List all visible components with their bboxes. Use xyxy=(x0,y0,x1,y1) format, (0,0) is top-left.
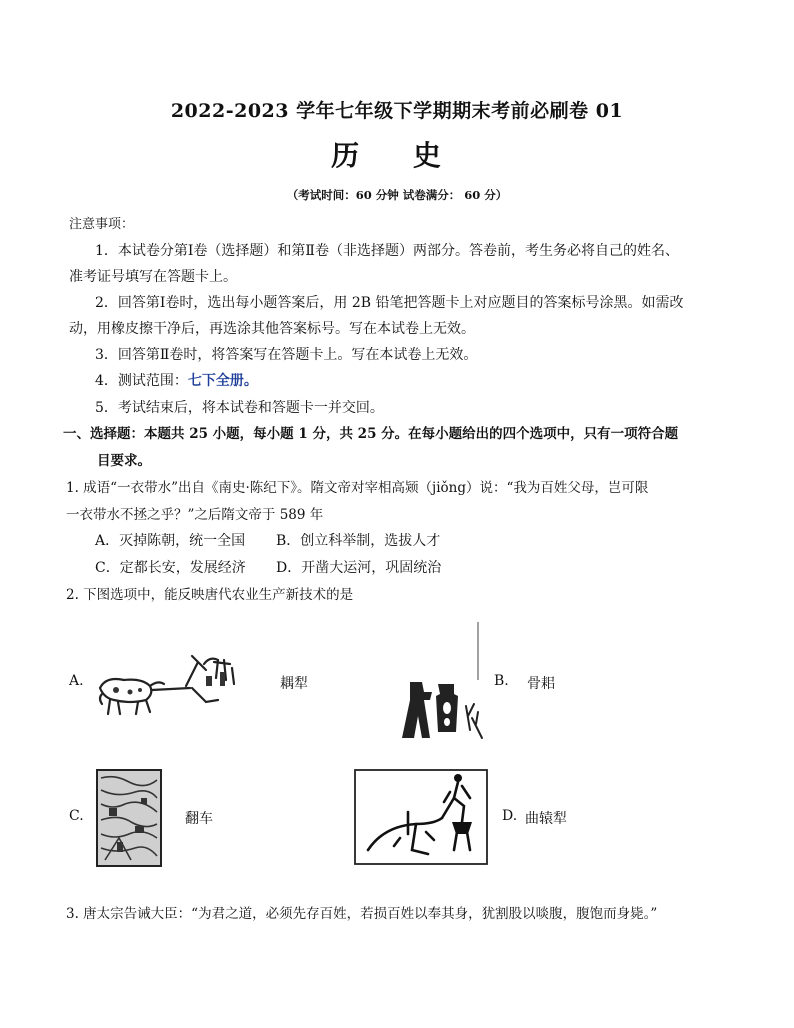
q2-option-c-caption: 翻车 xyxy=(185,811,213,827)
q1-option-c: C．定都长安，发展经济 xyxy=(95,560,246,576)
test-scope: 七下全册。 xyxy=(187,373,258,389)
curved-shaft-plough-figure xyxy=(354,768,488,866)
q1-stem-line-1: 1. 成语“一衣带水”出自《南史·陈纪下》。隋文帝对宰相高颎（jiǒng）说：“我为百姓父母，岂可限 xyxy=(66,480,649,496)
section-1-heading-line-2: 目要求。 xyxy=(97,453,151,469)
note-item-5: 5．考试结束后，将本试卷和答题卡一并交回。 xyxy=(95,400,384,416)
q2-option-a-caption: 耦犁 xyxy=(280,676,308,692)
q2-option-b-letter: B. xyxy=(494,673,509,689)
q2-option-d-letter: D. xyxy=(502,808,518,824)
q2-option-c-letter: C. xyxy=(69,808,84,824)
note-item-1-line-2: 准考证号填写在答题卡上。 xyxy=(69,269,237,285)
q1-option-d: D．开凿大运河，巩固统治 xyxy=(276,560,442,576)
notes-heading: 注意事项： xyxy=(69,217,135,232)
q1-option-b: B．创立科举制，选拔人才 xyxy=(276,533,441,549)
note-item-4 xyxy=(95,372,258,390)
ox-plough-figure xyxy=(94,650,244,722)
q1-stem-line-2: 一衣带水不拯之乎？”之后隋文帝于 589 年 xyxy=(66,507,324,523)
note-item-2-line-1: 2．回答第Ⅰ卷时，选出每小题答案后，用 2B 铅笔把答题卡上对应题目的答案标号涂黑。如需改 xyxy=(95,295,684,311)
note-item-1-line-1: 1．本试卷分第Ⅰ卷（选择题）和第Ⅱ卷（非选择题）两部分。答卷前，考生务必将自己的姓名、 xyxy=(95,243,679,259)
exam-info: （考试时间：60 分钟 试卷满分： 60 分） xyxy=(286,188,508,202)
subject-heading: 历 史 xyxy=(331,139,463,172)
chain-pump-figure xyxy=(95,768,163,868)
q2-stem: 2. 下图选项中，能反映唐代农业生产新技术的是 xyxy=(66,587,354,603)
q2-option-d-caption: 曲辕犁 xyxy=(525,811,567,827)
exam-title: 2022-2023 学年七年级下学期期末考前必刷卷 01 xyxy=(170,100,624,122)
q3-stem: 3. 唐太宗告诫大臣：“为君之道，必须先存百姓，若损百姓以奉其身，犹割股以啖腹，腹饱而身毙。” xyxy=(66,906,658,922)
q2-option-b-caption: 骨耜 xyxy=(527,676,555,692)
section-1-heading-line-1: 一、选择题：本题共 25 小题，每小题 1 分，共 25 分。在每小题给出的四个选项中，只有一项符合题 xyxy=(63,426,679,442)
bone-spade-figure xyxy=(398,620,488,745)
q2-option-a-letter: A. xyxy=(69,673,84,689)
q1-option-a: A．灭掉陈朝，统一全国 xyxy=(95,533,246,549)
note-item-2-line-2: 动，用橡皮擦干净后，再选涂其他答案标号。写在本试卷上无效。 xyxy=(69,321,475,337)
note-item-3: 3．回答第Ⅱ卷时，将答案写在答题卡上。写在本试卷上无效。 xyxy=(95,347,478,363)
note-item-4-prefix: 4．测试范围： xyxy=(95,373,188,389)
